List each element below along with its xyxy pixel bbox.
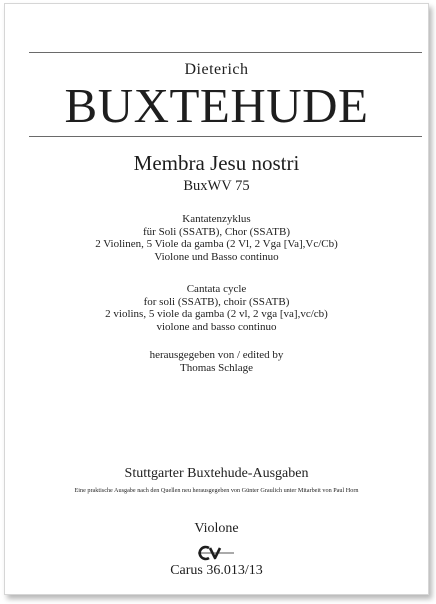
description-line: für Soli (SSATB), Chor (SSATB) [143, 225, 290, 238]
series-title: Stuttgarter Buxtehude-Ausgaben [124, 466, 309, 481]
composer-last-name: BUXTEHUDE [64, 78, 369, 133]
description-line: Violone und Basso continuo [154, 250, 279, 263]
work-catalog-number: BuxWV 75 [183, 178, 250, 194]
description-line: Kantatenzyklus [182, 213, 251, 225]
description-german [5, 213, 428, 263]
series-subtitle: Eine praktische Ausgabe nach den Quellen neu herausgegeben von Günter Graulich unter Mitarbeit von Paul Horn [74, 487, 359, 494]
editor-line: herausgegeben von / edited by [149, 349, 284, 361]
work-title: Membra Jesu nostri [133, 151, 300, 175]
carus-cv-logo-icon [196, 545, 236, 561]
description-line: for soli (SSATB), choir (SSATB) [143, 295, 290, 308]
description-line: Cantata cycle [186, 283, 247, 295]
publisher-catalog-number: Carus 36.013/13 [170, 563, 263, 578]
editor-credit [5, 349, 428, 374]
description-line: violone and basso continuo [156, 320, 277, 333]
editor-name: Thomas Schlage [179, 361, 253, 374]
description-line: 2 violins, 5 viole da gamba (2 vl, 2 vga [va],vc/cb) [105, 308, 328, 320]
middle-rule [29, 136, 422, 137]
description-line: 2 Violinen, 5 Viole da gamba (2 Vl, 2 Vga [Va],Vc/Cb) [95, 238, 338, 250]
composer-first-name: Dieterich [184, 61, 249, 78]
part-name: Violone [194, 521, 239, 536]
score-cover-page [4, 3, 429, 595]
description-english [5, 283, 428, 333]
top-rule [29, 52, 422, 53]
